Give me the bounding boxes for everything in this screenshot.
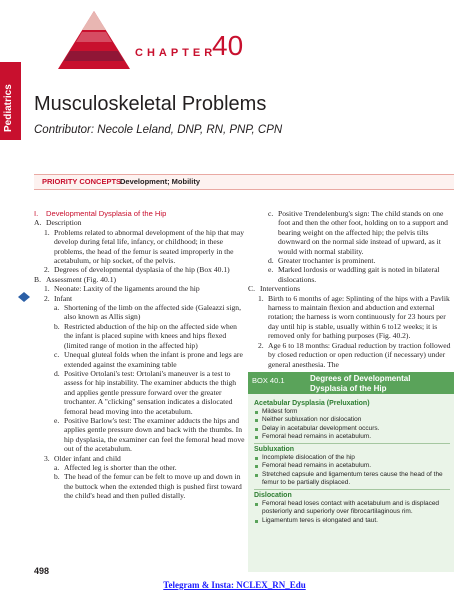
outline-item — [34, 275, 246, 284]
diamond-marker-icon — [18, 292, 30, 302]
outline-label: b. — [54, 472, 60, 482]
box-bullet-text: Stretched capsule and ligamentum teres cause the head of the femur to be partially displaced. — [262, 470, 443, 486]
outline-label: e. — [268, 265, 274, 275]
box-number: BOX 40.1 — [252, 376, 285, 385]
chapter-number: 40 — [212, 30, 244, 61]
outline-item — [248, 256, 454, 265]
outline-text: Marked lordosis or waddling gait is noted in bilateral dislocations. — [278, 265, 440, 284]
box-bullet-text: Femoral head remains in acetabulum. — [262, 462, 372, 470]
outline-item — [248, 341, 454, 369]
outline-item — [34, 284, 246, 293]
outline-label: 1. — [44, 227, 50, 237]
box-header — [248, 372, 454, 394]
pyramid-logo — [58, 11, 130, 69]
outline-text: Assessment (Fig. 40.1) — [46, 274, 117, 284]
outline-label: c. — [54, 350, 60, 360]
bullet-square-icon — [255, 503, 258, 506]
bullet-square-icon — [255, 411, 258, 414]
outline-item — [34, 303, 246, 322]
outline-text: Older infant and child — [54, 453, 121, 463]
priority-concepts-bar — [34, 174, 454, 190]
box-bullet-item — [254, 416, 450, 424]
outline-text: Description — [46, 218, 82, 228]
box-section-heading: Subluxation — [254, 446, 295, 454]
outline-text: Positive Barlow's test: The examiner adducts the hips and applies gentle pressure down and back with the thumbs. In hip dysplasia, the examiner can feel the femoral head move out of the acetabulum. — [64, 415, 245, 454]
outline-text: Neonate: Laxity of the ligaments around the hip — [54, 284, 200, 294]
divider — [254, 489, 450, 490]
outline-item — [34, 228, 246, 266]
outline-label: 2. — [258, 340, 264, 350]
outline-label: 1. — [44, 284, 50, 294]
outline-item — [248, 284, 454, 293]
outline-text: Age 6 to 18 months: Gradual reduction by traction followed by closed reduction or open reduction (if necessary) under general anesthesia. The — [268, 340, 451, 369]
outline-item — [34, 265, 246, 274]
outline-text: Birth to 6 months of age: Splinting of the hips with a Pavlik harness to maintain flexion and abduction and external rotation; the harness is worn continuously for 23 hours per day until hip is stable, usually within 6 to12 weeks; it is removed only for bathing purposes (Fig. 40.2). — [268, 293, 450, 341]
outline-item — [34, 218, 246, 227]
outline-label: d. — [54, 368, 60, 378]
outline-label: a. — [54, 462, 60, 472]
box-bullet-item — [254, 408, 450, 416]
outline-text: Restricted abduction of the hip on the affected side when the infant is placed supine with knees and hips flexed (limited range of motion in the affected hip) — [64, 321, 237, 350]
outline-label: B. — [34, 274, 41, 284]
section-tab — [0, 62, 21, 140]
box-bullet-text: Femoral head remains in acetabulum. — [262, 432, 372, 440]
outline-label: 3. — [44, 453, 50, 463]
outline-text: Interventions — [260, 284, 301, 294]
priority-concepts-label: PRIORITY CONCEPTS — [42, 177, 122, 186]
outline-item — [34, 472, 246, 500]
outline-text: Positive Ortolani's test: Ortolani's maneuver is a test to assess for hip instability. The examiner abducts the thigh and applies gentle pressure forward over the greater trochanter. A "clicking" sensation indicates a dislocated femoral head moving into the acetabulum. — [64, 368, 237, 416]
outline-label: 2. — [44, 265, 50, 275]
outline-label: c. — [268, 209, 274, 218]
outline-text: The head of the femur can be felt to move up and down in the buttock when the extended thigh is pushed first toward the child's head and then pulled distally. — [64, 472, 242, 501]
box-bullet-item — [254, 462, 450, 470]
box-bullet-item — [254, 517, 450, 525]
outline-item — [34, 209, 246, 218]
outline-item — [34, 322, 246, 350]
outline-text: Unequal gluteal folds when the infant is prone and legs are extended against the examining table — [64, 350, 243, 369]
divider — [254, 443, 450, 444]
contributor-line: Contributor: Necole Leland, DNP, RN, PNP, CPN — [34, 124, 283, 136]
chapter-label: CHAPTER — [135, 47, 217, 59]
box-bullet-item — [254, 454, 450, 462]
box-bullet-text: Ligamentum teres is elongated and taut. — [262, 516, 378, 524]
footer-link[interactable]: Telegram & Insta: NCLEX_RN_Edu — [163, 580, 306, 590]
bullet-square-icon — [255, 520, 258, 523]
outline-item — [248, 294, 454, 341]
outline-text: Problems related to abnormal development of the hip that may develop during fetal life, infancy, or childhood; in these problems, the head of the femur is seated improperly in the acetabulum, or hip socket, of the pelvis. — [54, 227, 245, 266]
box-bullet-item — [254, 425, 450, 433]
outline-item — [34, 350, 246, 369]
box-40-1 — [248, 372, 454, 572]
bullet-square-icon — [255, 428, 258, 431]
outline-label: a. — [54, 303, 60, 313]
outline-item — [248, 265, 454, 284]
box-bullet-text: Delay in acetabular development occurs. — [262, 424, 380, 432]
outline-text: Infant — [54, 293, 73, 303]
outline-label: 1. — [258, 293, 264, 303]
bullet-square-icon — [255, 436, 258, 439]
outline-text: Affected leg is shorter than the other. — [64, 462, 177, 472]
page-number: 498 — [34, 566, 50, 576]
bullet-square-icon — [255, 474, 258, 477]
outline-text: Greater trochanter is prominent. — [278, 256, 376, 266]
right-column — [248, 209, 454, 369]
outline-label: A. — [34, 218, 42, 228]
outline-label: 2. — [44, 293, 50, 303]
box-bullet-text: Mildest form — [262, 408, 298, 416]
outline-label: b. — [54, 321, 60, 331]
bullet-square-icon — [255, 419, 258, 422]
priority-concepts-list: Development; Mobility — [120, 177, 201, 186]
box-section-heading: Dislocation — [254, 492, 292, 500]
bullet-square-icon — [255, 465, 258, 468]
box-bullet-item — [254, 433, 450, 441]
section-tab-label: Pediatrics — [3, 84, 14, 132]
outline-item — [34, 454, 246, 463]
outline-label: I. — [34, 209, 39, 218]
outline-text: Positive Trendelenburg's sign: The child stands on one foot and then the other foot, holding on to a support and bearing weight on the affected hip; the pelvis tilts downward on the normal side instead of upward, as it would with normal stability. — [278, 209, 448, 256]
outline-label: d. — [268, 256, 274, 266]
box-bullet-item — [254, 500, 450, 516]
box-bullet-item — [254, 471, 450, 487]
outline-item — [34, 463, 246, 472]
box-section-heading: Acetabular Dysplasia (Preluxation) — [254, 400, 370, 407]
box-title: Degrees of Developmental Dysplasia of the Hip — [310, 374, 411, 393]
box-bullet-text: Neither subluxation nor dislocation — [262, 416, 362, 424]
outline-text: Shortening of the limb on the affected side (Galeazzi sign, also known as Allis sign) — [64, 303, 241, 322]
outline-item — [34, 416, 246, 454]
outline-text: Degrees of developmental dysplasia of the hip (Box 40.1) — [54, 265, 230, 275]
outline-item — [248, 209, 454, 256]
outline-label: e. — [54, 415, 60, 425]
box-bullet-text: Femoral head loses contact with acetabulum and is displaced posteriorly and superiorly over fibrocartilaginous rim. — [262, 500, 440, 516]
box-body — [254, 398, 450, 525]
outline-item — [34, 369, 246, 416]
outline-label: C. — [248, 284, 255, 294]
box-bullet-text: Incomplete dislocation of the hip — [262, 454, 355, 462]
left-column — [34, 209, 246, 501]
bullet-square-icon — [255, 457, 258, 460]
chapter-title: Musculoskeletal Problems — [34, 93, 267, 115]
outline-item — [34, 294, 246, 303]
outline-text: Developmental Dysplasia of the Hip — [46, 209, 167, 218]
